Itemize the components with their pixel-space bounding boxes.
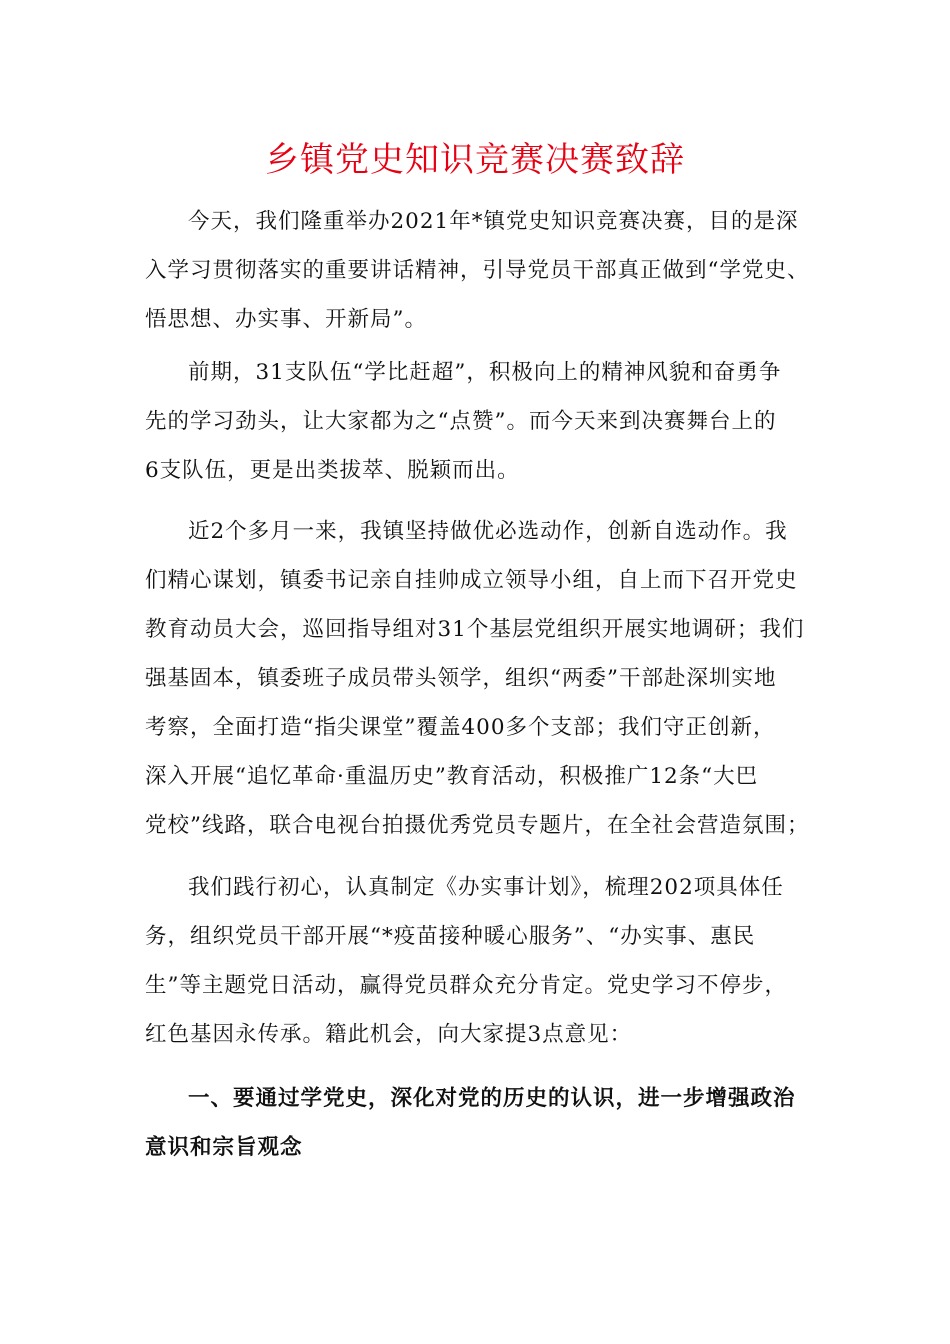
paragraph-1-line-2: 入学习贯彻落实的重要讲话精神，引导党员干部真正做到“学党史、 (145, 258, 810, 283)
paragraph-4 (145, 863, 810, 1059)
paragraph-2-line-2: 先的学习劲头，让大家都为之“点赞”。而今天来到决赛舞台上的 (145, 409, 777, 434)
section-heading-1 (145, 1074, 810, 1172)
paragraph-4-line-1: 我们践行初心，认真制定《办实事计划》，梳理202项具体任 (188, 875, 784, 900)
paragraph-3-line-5: 考察，全面打造“指尖课堂”覆盖400多个支部；我们守正创新， (145, 715, 776, 740)
document-title: 乡镇党史知识竞赛决赛致辞 (265, 140, 685, 180)
paragraph-1-line-1: 今天，我们隆重举办2021年*镇党史知识竞赛决赛，目的是深 (188, 209, 799, 234)
paragraph-2 (145, 348, 810, 495)
paragraph-3-line-4: 强基固本，镇委班子成员带头领学，组织“两委”干部赴深圳实地 (145, 666, 777, 691)
paragraph-3-line-1: 近2个多月一来，我镇坚持做优必选动作，创新自选动作。我 (188, 519, 788, 544)
paragraph-4-line-3: 生”等主题党日活动，赢得党员群众充分肯定。党史学习不停步， (145, 973, 787, 998)
paragraph-1-line-3: 悟思想、办实事、开新局”。 (145, 307, 427, 332)
paragraph-1 (145, 197, 810, 344)
paragraph-2-line-3: 6支队伍，更是出类拔萃、脱颖而出。 (145, 458, 520, 483)
paragraph-4-line-4: 红色基因永传承。籍此机会，向大家提3点意见： (145, 1022, 633, 1047)
paragraph-4-line-2: 务，组织党员干部开展“*疫苗接种暖心服务”、“办实事、惠民 (145, 924, 756, 949)
paragraph-3-line-6: 深入开展“追忆革命·重温历史”教育活动，积极推广12条“大巴 (145, 764, 759, 789)
section-heading-1-line-1: 一、要通过学党史，深化对党的历史的认识，进一步增强政治 (188, 1086, 796, 1111)
section-heading-1-line-2: 意识和宗旨观念 (145, 1135, 303, 1160)
paragraph-3-line-3: 教育动员大会，巡回指导组对31个基层党组织开展实地调研；我们 (145, 617, 805, 642)
paragraph-2-line-1: 前期，31支队伍“学比赶超”，积极向上的精神风貌和奋勇争 (188, 360, 782, 385)
paragraph-3 (145, 507, 810, 850)
paragraph-3-line-2: 们精心谋划，镇委书记亲自挂帅成立领导小组，自上而下召开党史 (145, 568, 798, 593)
paragraph-3-line-7: 党校”线路，联合电视台拍摄优秀党员专题片，在全社会营造氛围； (145, 813, 810, 838)
